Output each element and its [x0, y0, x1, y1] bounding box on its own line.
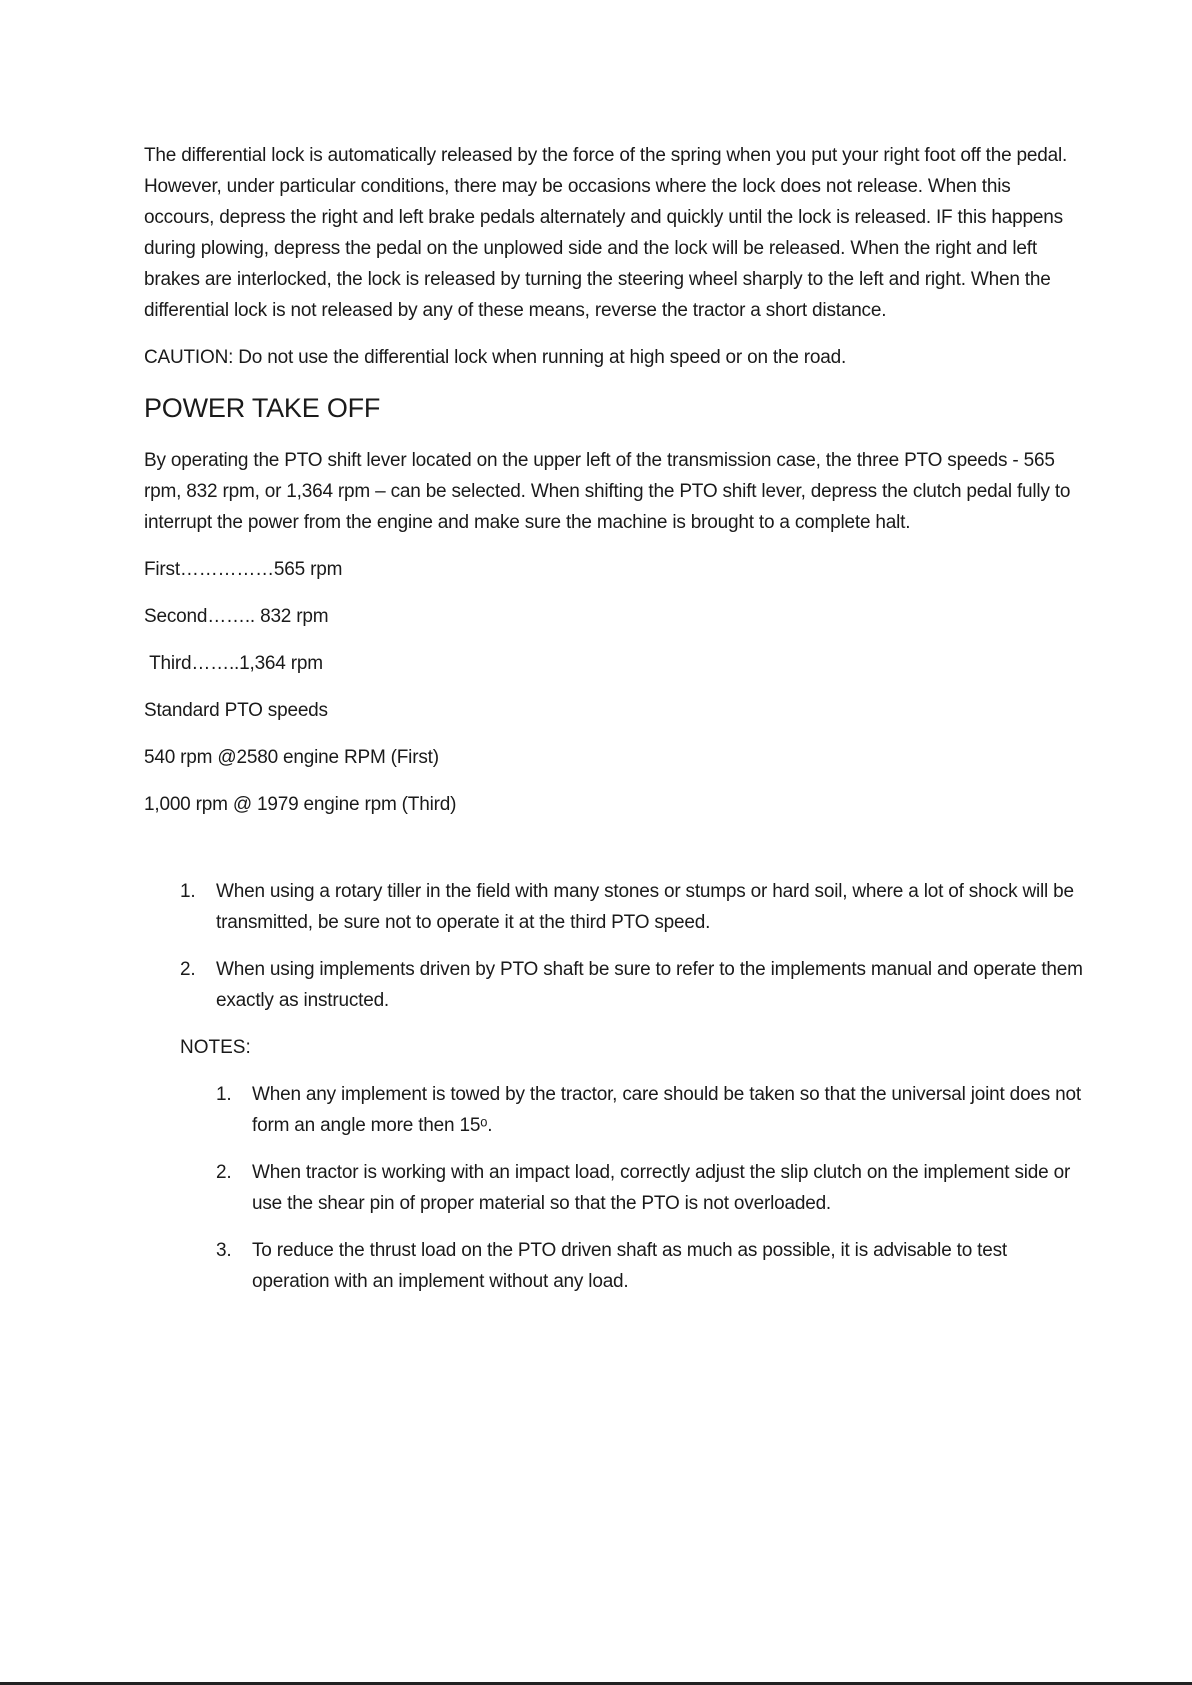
list-item-text: To reduce the thrust load on the PTO driven shaft as much as possible, it is advisable to test operation with an implement without any load.	[252, 1240, 1007, 1292]
list-number: 1.	[180, 881, 196, 902]
speed-third: Third……..1,364 rpm	[144, 653, 323, 674]
instruction-list	[144, 876, 1084, 1297]
list-number: 1.	[216, 1084, 232, 1105]
notes-list	[180, 1079, 1084, 1297]
list-item-text: When using a rotary tiller in the field with many stones or stumps or hard soil, where a lot of shock will be transmitted, be sure not to operate it at the third PTO speed.	[216, 881, 1074, 933]
caution-text: CAUTION: Do not use the differential lock when running at high speed or on the road.	[144, 347, 847, 368]
list-item	[216, 1157, 1084, 1219]
list-number: 2.	[180, 959, 196, 980]
list-item-text: When using implements driven by PTO shaft be sure to refer to the implements manual and operate them exactly as instructed.	[216, 959, 1083, 1011]
list-item-text: When any implement is towed by the tractor, care should be taken so that the universal joint does not form an angle more then 15ᵒ.	[252, 1084, 1081, 1136]
list-item	[180, 876, 1084, 938]
list-item	[216, 1079, 1084, 1141]
intro-paragraph: The differential lock is automatically released by the force of the spring when you put your right foot off the pedal. However, under particular conditions, there may be occasions where the lock does not release. When this occours, depress the right and left brake pedals alternately and quickly until the lock is released. IF this happens during plowing, depress the pedal on the unplowed side and the lock will be released. When the right and left brakes are interlocked, the lock is released by turning the steering wheel sharply to the left and right. When the differential lock is not released by any of these means, reverse the tractor a short distance.	[144, 145, 1068, 321]
speed-second: Second…….. 832 rpm	[144, 606, 329, 627]
standard-speeds-title: Standard PTO speeds	[144, 700, 328, 721]
section-heading: POWER TAKE OFF	[144, 393, 381, 423]
notes-title: NOTES:	[180, 1037, 251, 1058]
list-item	[216, 1235, 1084, 1297]
standard-speed-line: 540 rpm @2580 engine RPM (First)	[144, 747, 439, 768]
speed-first: First……………565 rpm	[144, 559, 343, 580]
pto-paragraph: By operating the PTO shift lever located on the upper left of the transmission case, the three PTO speeds - 565 rpm, 832 rpm, or 1,364 rpm – can be selected. When shifting the PTO shift lever, depress the clutch pedal fully to interrupt the power from the engine and make sure the machine is brought to a complete halt.	[144, 450, 1071, 533]
page-content	[144, 140, 1084, 1313]
list-item	[180, 954, 1084, 1016]
list-item-text: When tractor is working with an impact load, correctly adjust the slip clutch on the implement side or use the shear pin of proper material so that the PTO is not overloaded.	[252, 1162, 1071, 1214]
list-number: 2.	[216, 1162, 232, 1183]
standard-speed-line: 1,000 rpm @ 1979 engine rpm (Third)	[144, 794, 457, 815]
list-number: 3.	[216, 1240, 232, 1261]
